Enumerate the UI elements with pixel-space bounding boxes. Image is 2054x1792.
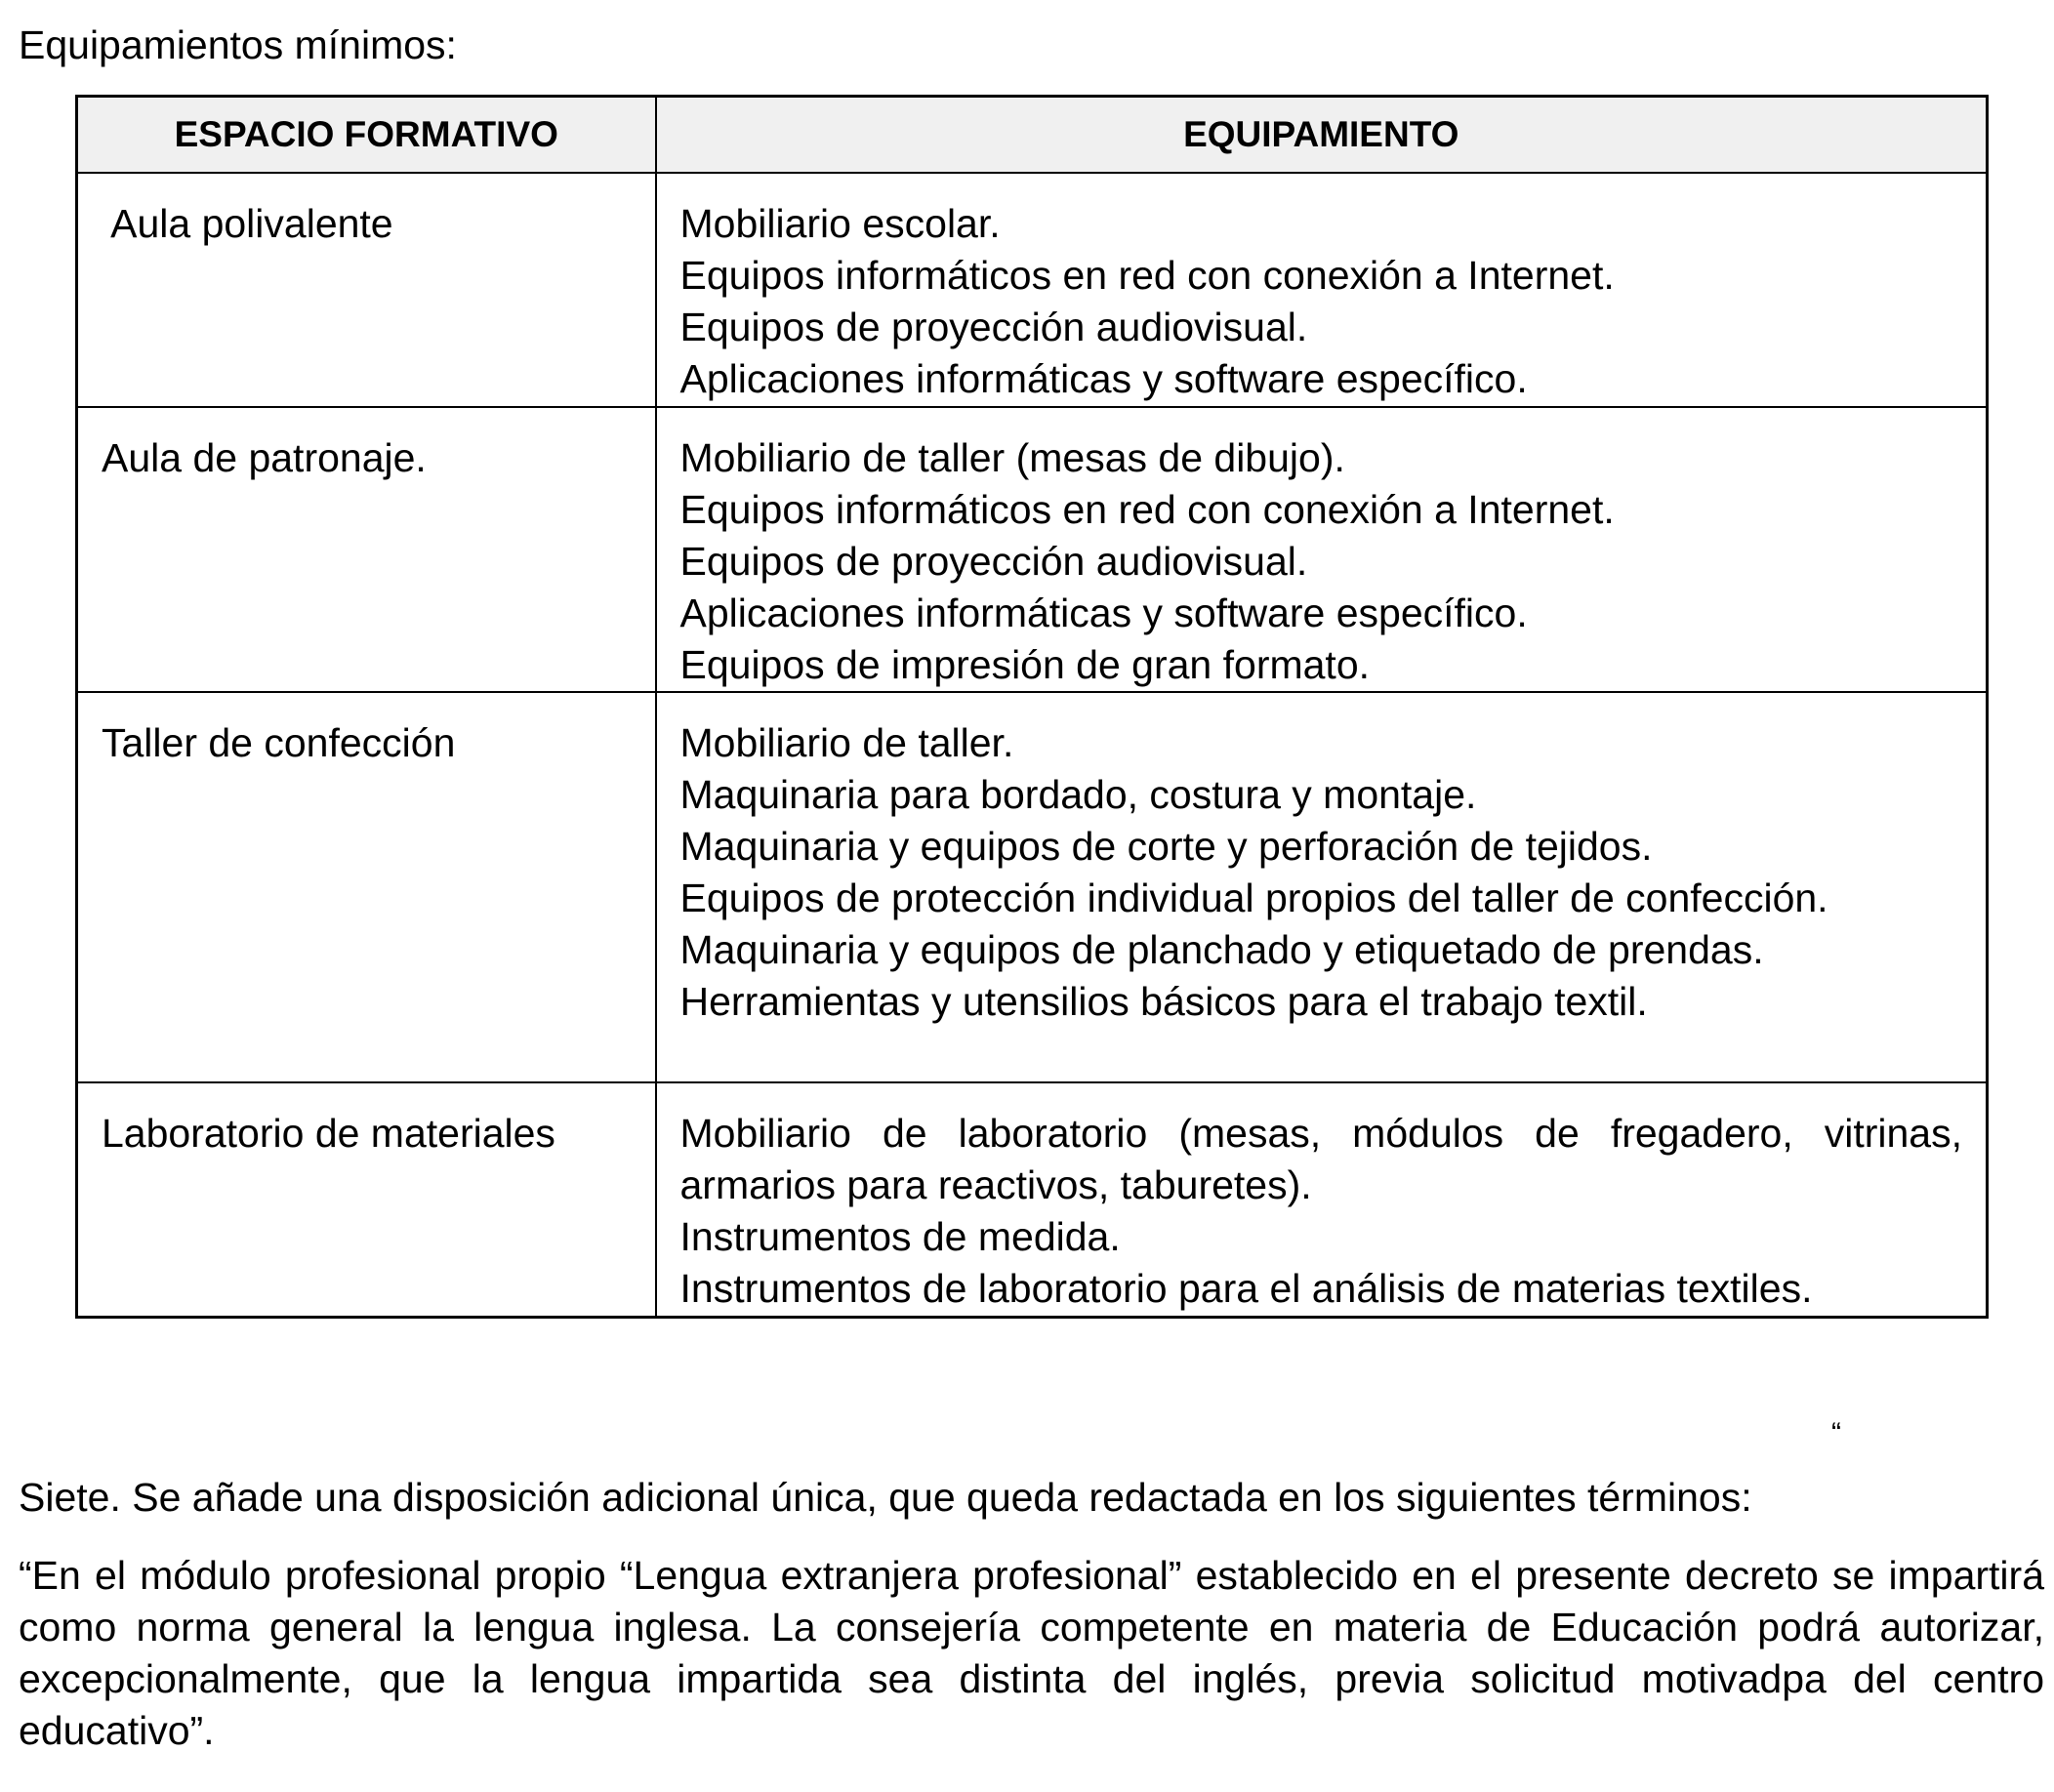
header-equipamiento: EQUIPAMIENTO [656,97,1988,174]
table-header-row [77,97,1988,174]
section-title: Equipamientos mínimos: [19,22,457,67]
equipment-item: Equipos informáticos en red con conexión a Internet. [679,487,1615,532]
equipment-item: Mobiliario de laboratorio (mesas, módulos de fregadero, vitrinas, armarios para reactivos, taburetes). [679,1111,1962,1207]
equipment-item: Mobiliario de taller (mesas de dibujo). [679,435,1345,480]
equipment-item: Maquinaria y equipos de corte y perforación de tejidos. [679,824,1653,869]
equipment-item: Aplicaciones informáticas y software específico. [679,591,1528,635]
closing-quote: “ [1831,1417,1841,1449]
equipment-cell [656,1082,1988,1317]
paragraph: Siete. Se añade una disposición adicional única, que queda redactada en los siguientes términos: [19,1475,1752,1520]
equipment-table [75,95,1989,1319]
table-row [77,407,1988,692]
equipment-item: Instrumentos de medida. [679,1214,1121,1259]
equipment-item: Mobiliario de taller. [679,720,1014,765]
equipment-item: Equipos de proyección audiovisual. [679,305,1308,349]
equipment-cell [656,407,1988,692]
equipment-item: Maquinaria y equipos de planchado y etiquetado de prendas. [679,927,1764,972]
paragraph: “En el módulo profesional propio “Lengua extranjera profesional” establecido en el presente decreto se impartirá como norma general la lengua inglesa. La consejería competente en materia de Educación podrá autorizar, excepcionalmente, que la lengua impartida sea distinta del inglés, previa solicitud motivadpa del centro educativo”. [19,1553,2044,1753]
equipment-item: Herramientas y utensilios básicos para el trabajo textil. [679,979,1648,1024]
equipment-cell [656,692,1988,1082]
table-row [77,173,1988,407]
space-cell: Aula polivalente [77,173,656,407]
equipment-item: Maquinaria para bordado, costura y montaje. [679,772,1477,817]
table-row [77,692,1988,1082]
equipment-item: Mobiliario escolar. [679,201,1001,246]
equipment-item: Equipos de impresión de gran formato. [679,642,1371,687]
equipment-item: Aplicaciones informáticas y software específico. [679,356,1528,401]
equipment-item: Equipos informáticos en red con conexión a Internet. [679,253,1615,298]
equipment-cell [656,173,1988,407]
space-cell: Aula de patronaje. [77,407,656,692]
equipment-item: Instrumentos de laboratorio para el análisis de materias textiles. [679,1266,1813,1311]
table-row [77,1082,1988,1317]
equipment-item: Equipos de protección individual propios del taller de confección. [679,876,1828,920]
space-cell: Taller de confección [77,692,656,1082]
header-espacio: ESPACIO FORMATIVO [77,97,656,174]
space-cell: Laboratorio de materiales [77,1082,656,1317]
equipment-item: Equipos de proyección audiovisual. [679,539,1308,584]
